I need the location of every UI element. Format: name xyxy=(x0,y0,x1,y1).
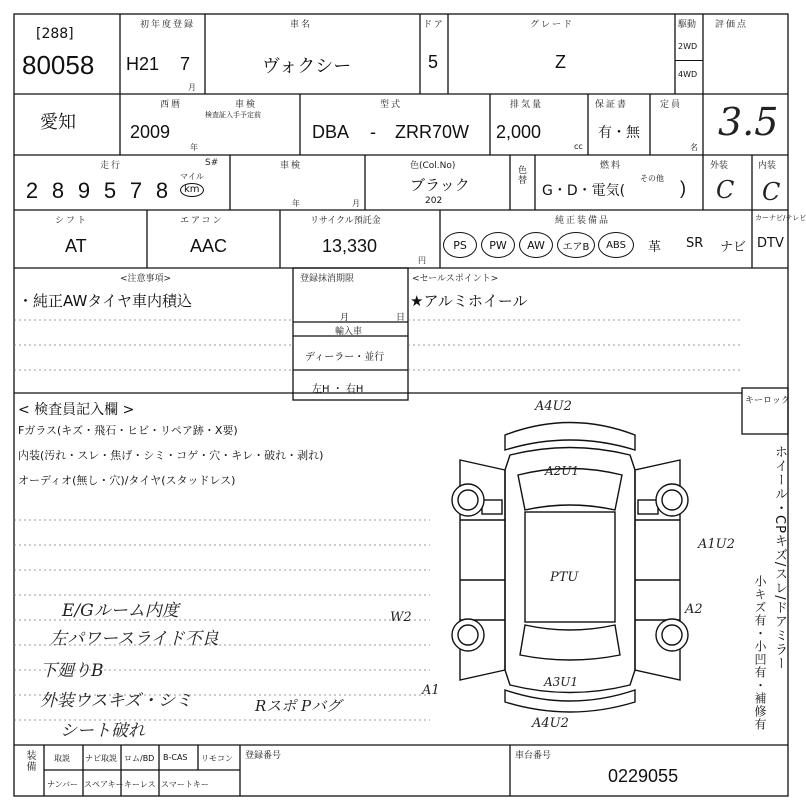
import-label: 輸入車 xyxy=(335,327,363,337)
s-label: S# xyxy=(205,158,219,168)
mark-left-rear: A1 xyxy=(422,683,440,698)
fuel-close: ) xyxy=(680,178,686,198)
inspection-note: 検査証入手予定前 xyxy=(205,111,261,119)
mileage-digit: 8 xyxy=(155,178,169,203)
mileage-digit: 5 xyxy=(103,178,117,203)
equip-leather: 革 xyxy=(648,240,662,255)
mileage-digit: 9 xyxy=(77,178,91,203)
side-note-1: ホイール・CPキズ/スレ/ドアミラー xyxy=(772,445,787,671)
mark-rear: A4U2 xyxy=(532,716,569,731)
drive-label: 駆動 xyxy=(678,20,697,30)
recycle-label: リサイクル預託金 xyxy=(310,216,381,226)
inspection-label: 車検 xyxy=(235,100,258,110)
footer-spare-key: スペアキー xyxy=(84,780,124,789)
sales-point-label: <セールスポイント> xyxy=(412,274,499,284)
score-label: 評価点 xyxy=(715,20,749,30)
capacity-label: 定員 xyxy=(660,100,683,110)
color-label: 色(Col.No) xyxy=(410,161,456,171)
year-label: 西暦 xyxy=(160,100,183,110)
equip-navi: ナビ xyxy=(720,240,747,255)
aircon-value: AAC xyxy=(190,236,228,256)
equipment-label: 純正装備品 xyxy=(555,216,611,226)
shift-value: AT xyxy=(65,236,87,256)
equip-pw: PW xyxy=(481,232,515,258)
footer-smart-key: スマートキー xyxy=(161,780,209,789)
mark-left-glass: W2 xyxy=(390,610,412,625)
car-name-label: 車名 xyxy=(290,20,313,30)
mileage-label: 走行 xyxy=(100,161,123,171)
footer-rom: ロム/BD xyxy=(124,754,155,763)
interior-grade: C xyxy=(762,178,781,206)
doors-value: 5 xyxy=(428,52,439,72)
model-prefix: DBA xyxy=(312,122,350,142)
drive-divider xyxy=(675,60,703,61)
era-year: H21 xyxy=(126,54,160,74)
color-value: ブラック xyxy=(410,176,470,194)
keylock-label: キーロック xyxy=(745,396,790,406)
sales-point-text: ★アルミホイール xyxy=(410,292,528,310)
notes-text: ・純正AWタイヤ車内積込 xyxy=(18,292,192,310)
inspector-line-glass: Fガラス(キズ・飛石・ヒビ・リペア跡・X要) xyxy=(18,424,238,437)
exterior-grade: C xyxy=(716,176,735,204)
reg-month: 7 xyxy=(180,54,191,74)
mark-roof: PTU xyxy=(550,570,579,585)
footer-keyless: キーレス xyxy=(124,780,156,789)
footer-chassis-number: 0229055 xyxy=(608,766,679,786)
km-unit: km xyxy=(180,183,204,197)
interior-label: 内装 xyxy=(758,161,777,171)
mileage-units xyxy=(180,171,204,197)
first-reg-label: 初年度登録 xyxy=(140,20,196,30)
displacement-value: 2,000 xyxy=(496,122,542,142)
displacement-label: 排気量 xyxy=(510,100,544,110)
inspector-line-audio: オーディオ(無し・穴)/タイヤ(スタッドレス) xyxy=(18,474,236,487)
reg-day-unit: 日 xyxy=(396,313,406,323)
color-number: 202 xyxy=(425,196,443,206)
mark-trunk: A3U1 xyxy=(544,675,579,689)
inspector-line-interior: 内装(汚れ・スレ・焦げ・シミ・コゲ・穴・キレ・破れ・剥れ) xyxy=(18,449,324,462)
mile-unit: マイル xyxy=(180,172,204,181)
shift-label: シフト xyxy=(55,216,89,226)
equip-aw: AW xyxy=(519,232,553,258)
drive-4wd: 4WD xyxy=(678,70,698,79)
hand-note-4: 外装ウスキズ・シミ xyxy=(40,691,193,711)
model-value: ZRR70W xyxy=(395,122,470,142)
footer-reg-no-label: 登録番号 xyxy=(245,751,282,761)
hand-note-3: 下廻りB xyxy=(40,661,104,681)
doors-label: ドア xyxy=(423,20,445,30)
reg-deadline-label: 登録抹消期限 xyxy=(300,274,355,284)
side-note-2: 小キズ有・小凹有・補修有 xyxy=(753,575,767,731)
model-dash: - xyxy=(370,122,376,142)
score-handwritten: 3.5 xyxy=(718,100,779,144)
mileage-digit: 2 xyxy=(25,178,39,203)
reg-month-unit: 月 xyxy=(340,313,350,323)
inspection-year-unit: 年 xyxy=(292,199,300,208)
month-unit: 月 xyxy=(188,83,196,92)
equip-ps: PS xyxy=(443,232,477,258)
footer-number-plate: ナンバー xyxy=(47,780,79,789)
mark-front: A4U2 xyxy=(535,399,572,414)
footer-manual: 取説 xyxy=(54,754,70,763)
year-unit: 年 xyxy=(190,143,198,152)
lot-number: 80058 xyxy=(22,50,95,80)
footer-equipment-label: 装備 xyxy=(24,750,35,772)
recycle-value: 13,330 xyxy=(322,236,378,256)
equip-abs: ABS xyxy=(598,232,634,258)
region: 愛知 xyxy=(40,112,76,132)
fuel-value: G・D・電気( xyxy=(542,183,626,199)
fuel-label: 燃料 xyxy=(600,161,623,171)
drive-2wd: 2WD xyxy=(678,42,698,51)
mileage-digits xyxy=(22,178,172,204)
mark-right-front: A1U2 xyxy=(698,537,735,552)
mileage-digit: 7 xyxy=(129,178,143,203)
footer-navi-manual: ナビ取説 xyxy=(85,754,117,763)
car-name: ヴォクシー xyxy=(262,56,352,76)
hand-note-5: シート破れ xyxy=(60,721,145,741)
grade-label: グレード xyxy=(530,20,575,30)
footer-remote: リモコン xyxy=(201,754,233,763)
aircon-label: エアコン xyxy=(180,216,224,226)
mileage-digit: 8 xyxy=(51,178,65,203)
inspector-title: < 検査員記入欄 > xyxy=(18,402,135,418)
hand-note-2: 左パワースライド不良 xyxy=(50,629,219,649)
model-label: 型式 xyxy=(380,100,403,110)
mark-right-rear: A2 xyxy=(685,602,703,617)
equip-sr: SR xyxy=(686,236,704,251)
equip-dtv: DTV xyxy=(757,236,784,251)
footer-bcas: B-CAS xyxy=(163,753,188,762)
notes-label: <注意事項> xyxy=(120,274,172,284)
warranty-label: 保証書 xyxy=(595,100,629,110)
handle-side: 左H ・ 右H xyxy=(312,384,364,395)
hand-note-misc: Rスポ Pバグ xyxy=(255,697,342,715)
mark-hood: A2U1 xyxy=(545,464,580,478)
equip-airbag: エアB xyxy=(557,232,595,258)
carnavi-label: カーナビ/テレビ xyxy=(755,214,806,222)
lot-prefix: [288] xyxy=(36,26,74,42)
inspection2-label: 車検 xyxy=(280,161,303,171)
footer-chassis-label: 車台番号 xyxy=(515,751,552,761)
inspection-month-unit: 月 xyxy=(352,199,360,208)
fuel-other: その他 xyxy=(640,174,664,183)
warranty-value: 有・無 xyxy=(598,125,640,141)
hand-note-1: E/Gルーム内度 xyxy=(62,601,179,621)
grade-value: Z xyxy=(555,52,566,72)
exterior-label: 外装 xyxy=(710,161,729,171)
color-change-label: 色替 xyxy=(516,165,526,185)
capacity-unit: 名 xyxy=(690,143,698,152)
displacement-unit: cc xyxy=(574,142,583,151)
year-value: 2009 xyxy=(130,122,171,142)
import-value: ディーラー・並行 xyxy=(305,352,385,363)
recycle-unit: 円 xyxy=(418,256,426,265)
